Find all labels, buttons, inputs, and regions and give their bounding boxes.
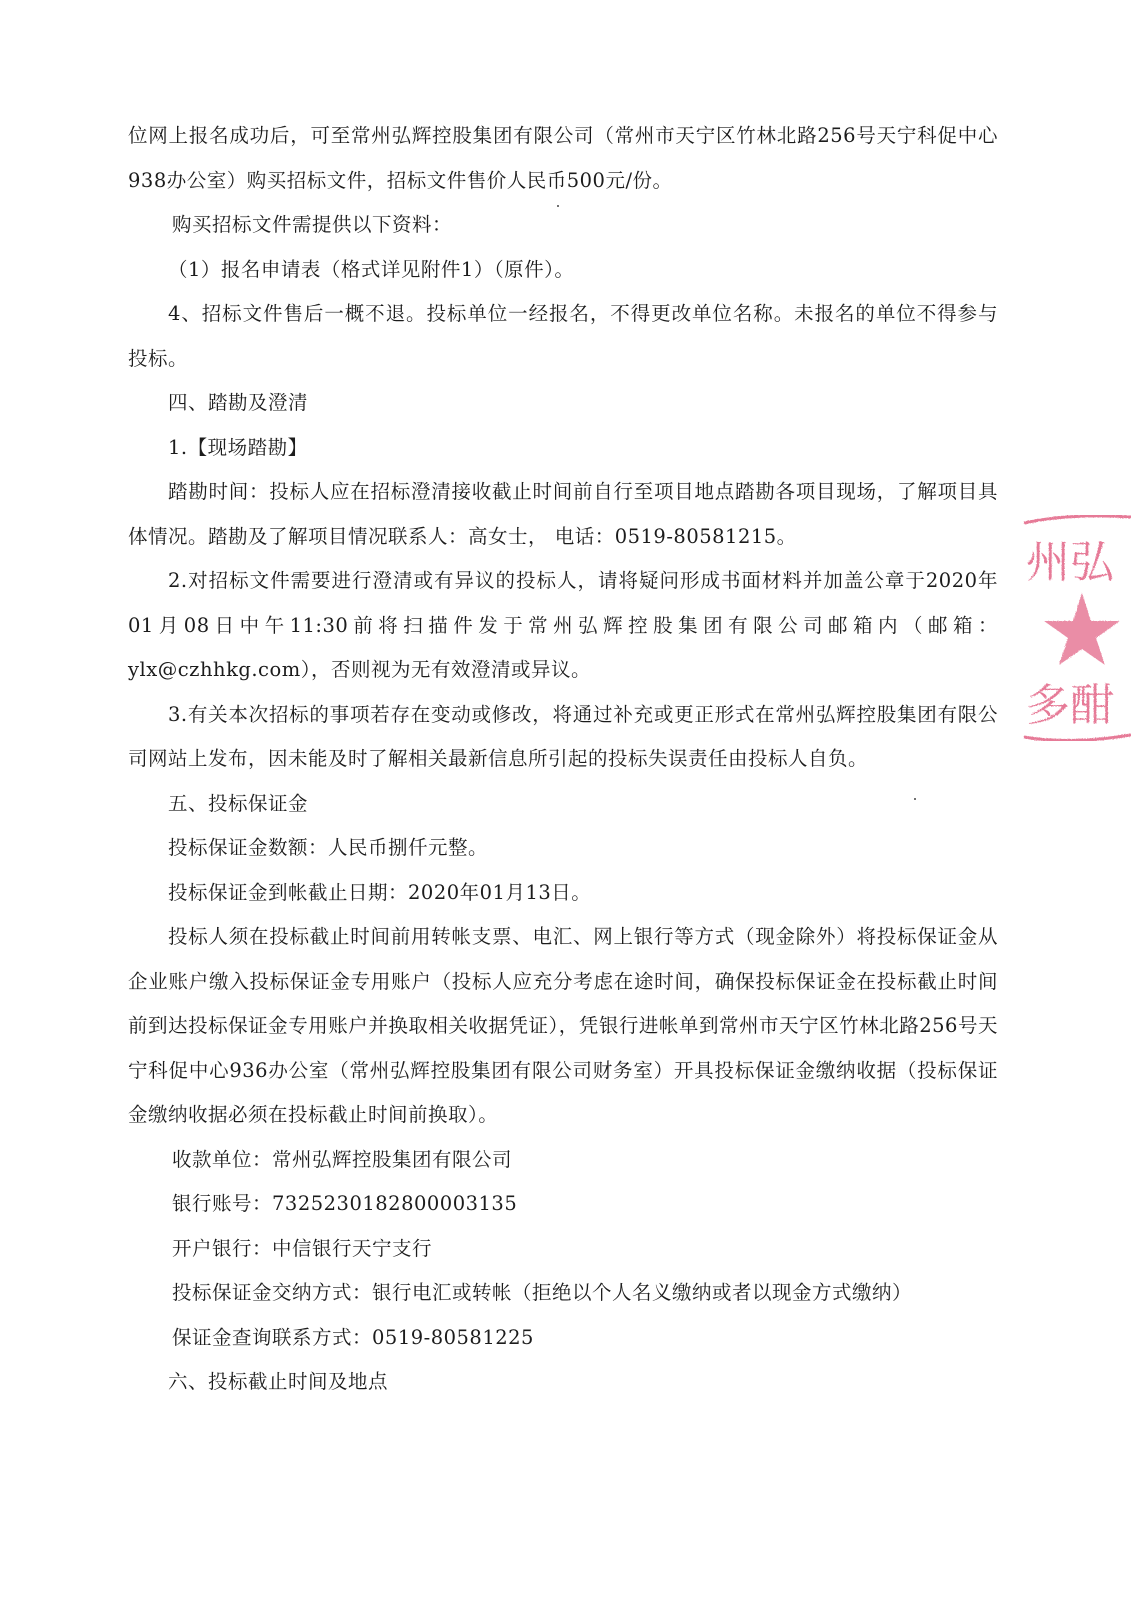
scan-speck [914,798,916,800]
paragraph: 踏勘时间：投标人应在招标澄清接收截止时间前自行至项目地点踏勘各项目现场，了解项目具体情况。踏勘及了解项目情况联系人：高女士， 电话：0519-80581215。 [128,480,998,548]
paragraph: 银行账号：7325230182800003135 [172,1192,518,1215]
paragraph: （1）报名申请表（格式详见附件1）（原件）。 [168,257,575,281]
seal-star-icon [1044,593,1120,665]
paragraph: 投标保证金数额：人民币捌仟元整。 [168,836,489,859]
paragraph: 开户银行：中信银行天宁支行 [172,1236,433,1260]
section-heading: 五、投标保证金 [168,791,309,815]
paragraph: 投标人须在投标截止时间前用转帐支票、电汇、网上银行等方式（现金除外）将投标保证金从企业账户缴入投标保证金专用账户（投标人应充分考虑在途时间，确保投标保证金在投标截止时间前到达投标保证金专用账户并换取相关收据凭证），凭银行进帐单到常州市天宁区竹林北路256号天宁科促中心936办公室（常州弘辉控股集团有限公司财务室）开具投标保证金缴纳收据（投标保证金缴纳收据必须在投标截止时间前换取）。 [128,925,998,1126]
company-seal-stamp [1020,515,1131,741]
document-body [128,114,998,1405]
paragraph: 位网上报名成功后，可至常州弘辉控股集团有限公司（常州市天宁区竹林北路256号天宁科促中心938办公室）购买招标文件，招标文件售价人民币500元/份。 [128,124,998,192]
paragraph: 投标保证金交纳方式：银行电汇或转帐（拒绝以个人名义缴纳或者以现金方式缴纳） [172,1281,913,1304]
paragraph: 保证金查询联系方式：0519-80581225 [172,1325,534,1349]
seal-text-bottom: 多酣 [1026,680,1114,731]
paragraph: 4、招标文件售后一概不退。投标单位一经报名，不得更改单位名称。未报名的单位不得参与投标。 [128,302,998,370]
seal-text-top: 州弘 [1026,537,1114,588]
scan-speck [557,205,559,207]
paragraph: 投标保证金到帐截止日期：2020年01月13日。 [168,880,592,904]
section-heading: 四、踏勘及澄清 [168,391,309,414]
paragraph: 收款单位：常州弘辉控股集团有限公司 [172,1147,513,1171]
paragraph: 1.【现场踏勘】 [168,435,308,459]
section-heading: 六、投标截止时间及地点 [168,1370,389,1393]
paragraph: 购买招标文件需提供以下资料： [172,213,453,236]
paragraph: 2.对招标文件需要进行澄清或有异议的投标人，请将疑问形成书面材料并加盖公章于2020年01月08日中午11:30前将扫描件发于常州弘辉控股集团有限公司邮箱内（邮箱：ylx@czhhkg.com），否则视为无有效澄清或异议。 [128,569,998,681]
paragraph: 3.有关本次招标的事项若存在变动或修改，将通过补充或更正形式在常州弘辉控股集团有限公司网站上发布，因未能及时了解相关最新信息所引起的投标失误责任由投标人自负。 [128,702,998,770]
seal-graphic [1020,515,1131,741]
